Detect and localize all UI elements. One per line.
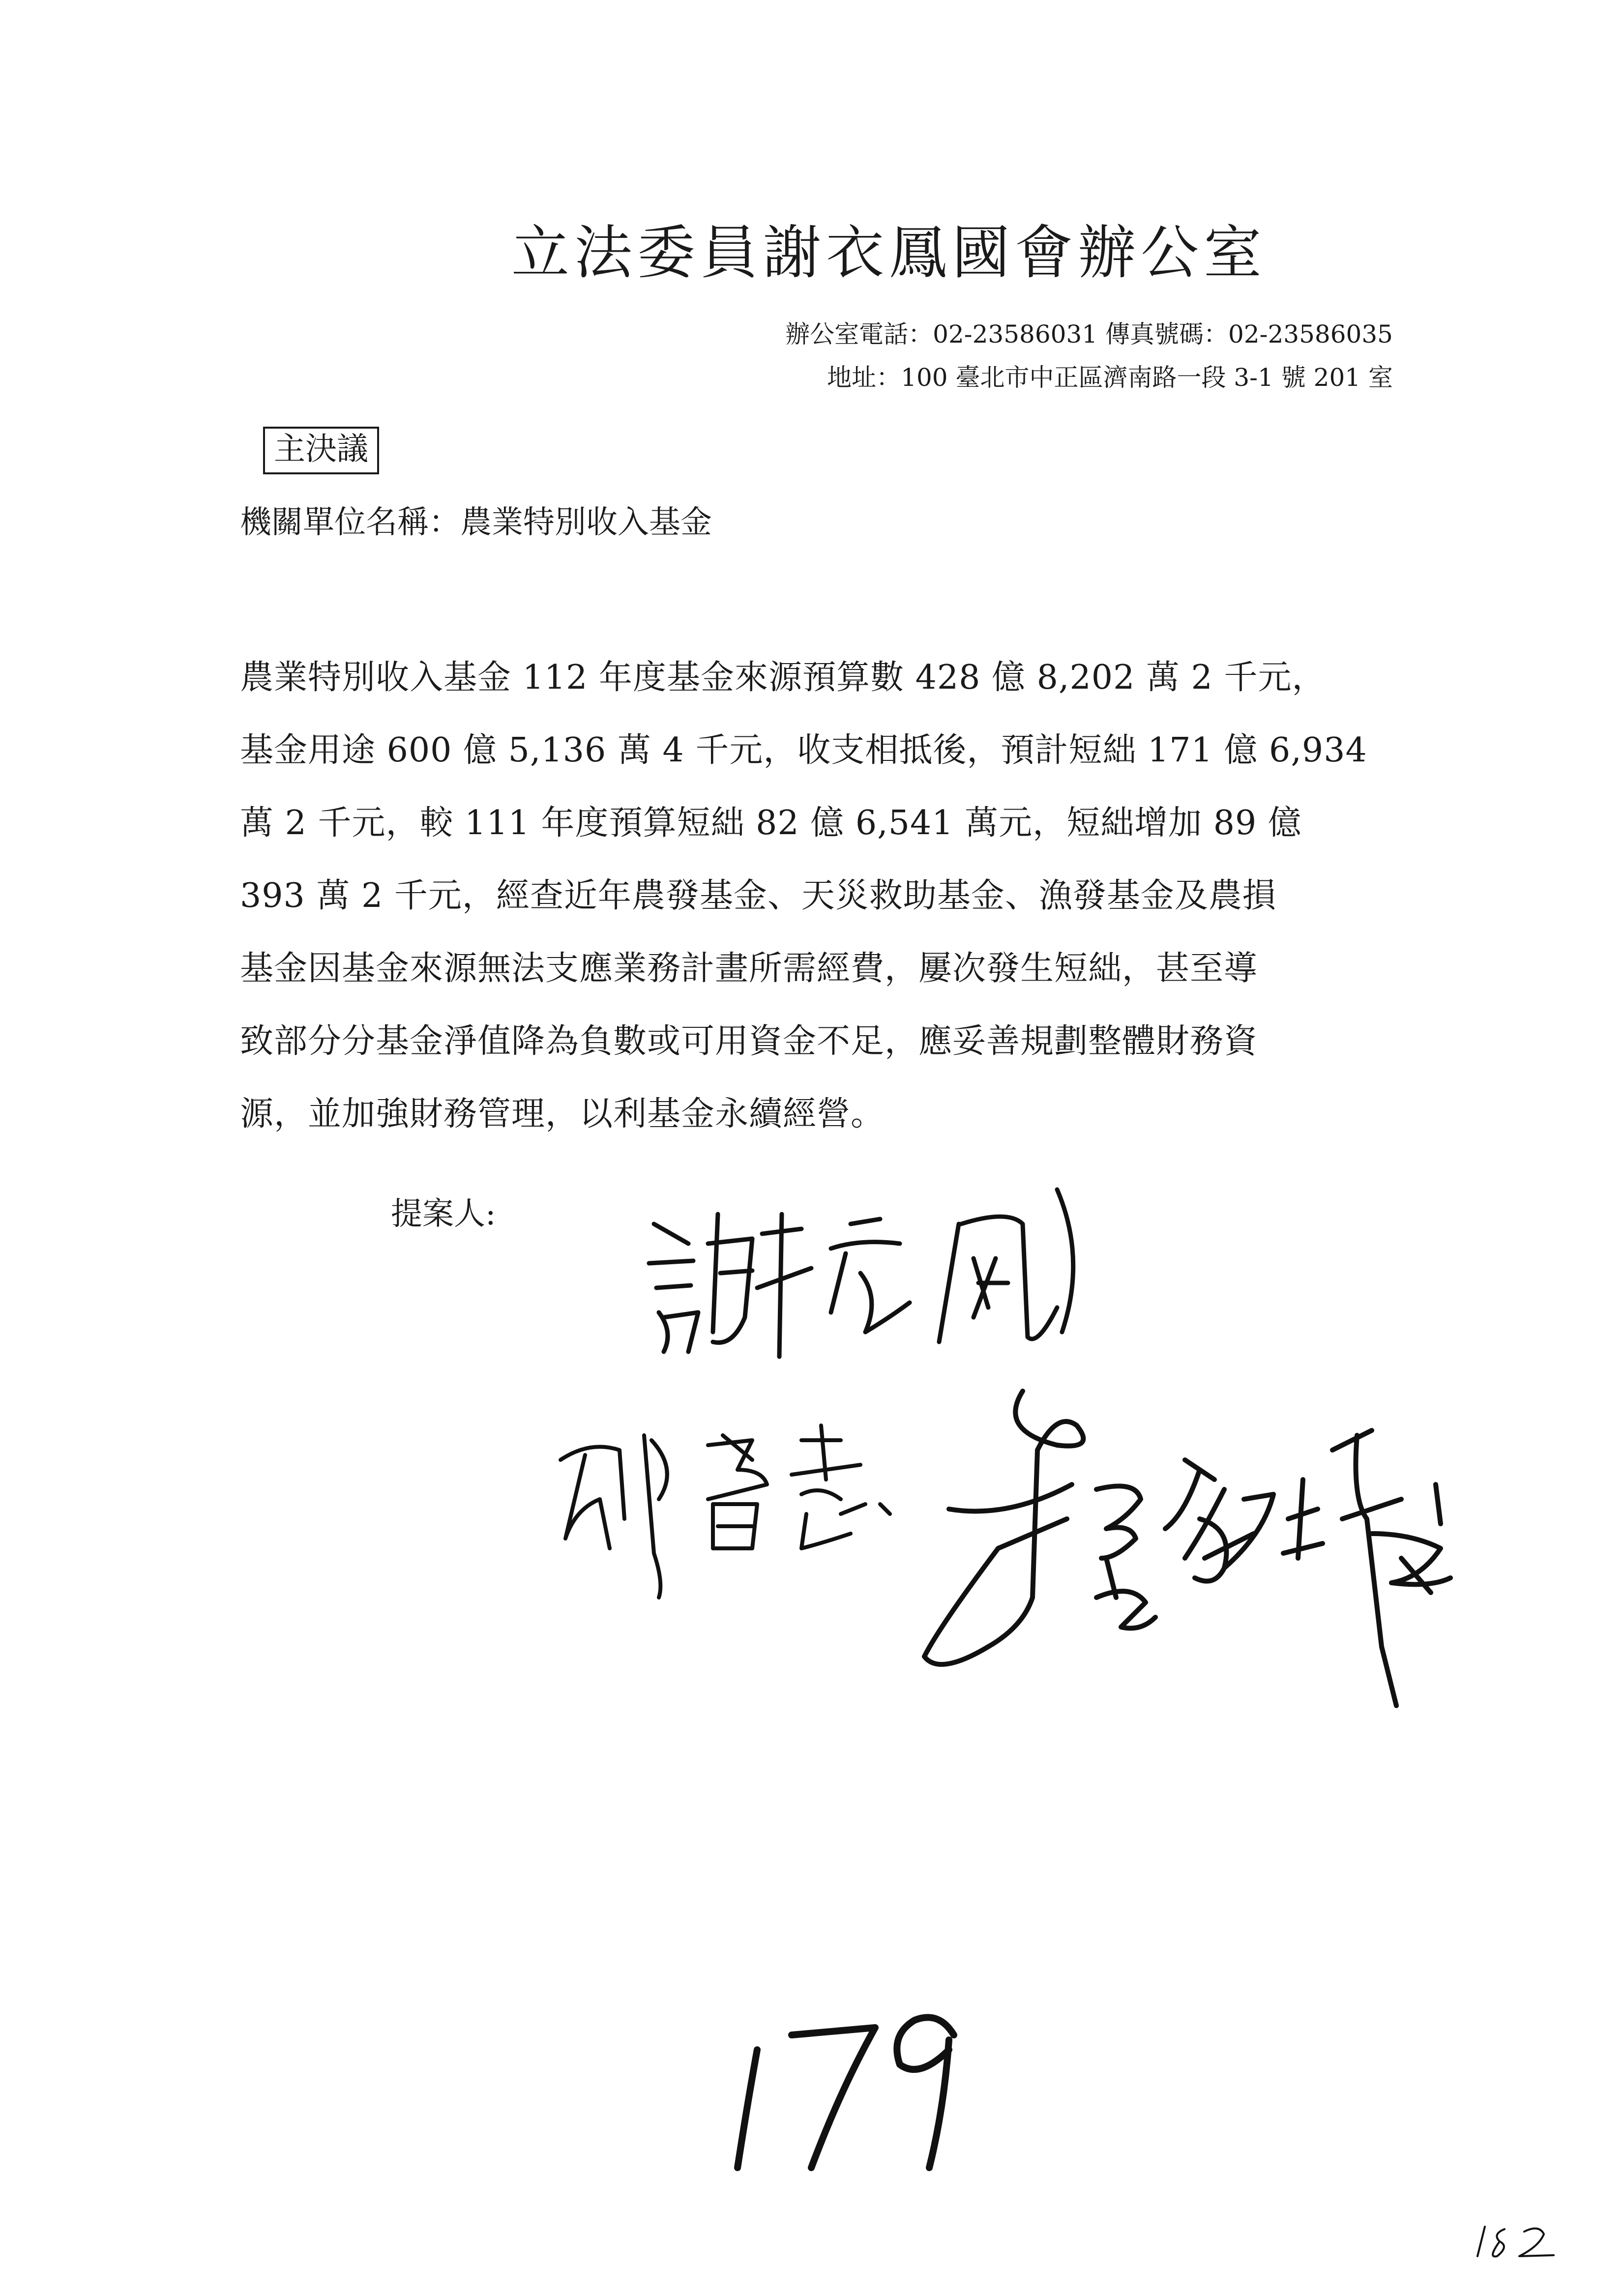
signature-2 — [546, 1386, 919, 1612]
corner-page-number-182 — [1470, 2212, 1568, 2271]
motion-body-line: 基金用途 600 億 5,136 萬 4 千元，收支相抵後，預計短絀 171 億 6,934 — [240, 731, 1367, 770]
office-address: 地址：100 臺北市中正區濟南路一段 3-1 號 201 室 — [827, 363, 1393, 392]
office-title: 立法委員謝衣鳳國會辦公室 — [511, 219, 1267, 287]
handwritten-page-number-179 — [718, 1981, 974, 2187]
office-phone-fax: 辦公室電話：02-23586031 傳真號碼：02-23586035 — [785, 320, 1393, 349]
motion-body — [240, 641, 1386, 1151]
motion-body-line: 萬 2 千元，較 111 年度預算短絀 82 億 6,541 萬元，短絀增加 89 億 — [240, 804, 1302, 843]
motion-body-line: 393 萬 2 千元，經查近年農發基金、天災救助基金、漁發基金及農損 — [240, 876, 1276, 915]
motion-body-line: 基金因基金來源無法支應業務計畫所需經費，屢次發生短絀，甚至導 — [240, 949, 1258, 988]
agency-line — [240, 504, 712, 542]
proposer-label: 提案人: — [391, 1196, 496, 1232]
motion-type-box: 主決議 — [263, 427, 379, 474]
motion-body-line: 源，並加強財務管理，以利基金永續經營。 — [240, 1095, 885, 1133]
agency-name: 農業特別收入基金 — [460, 504, 712, 541]
motion-body-line: 農業特別收入基金 112 年度基金來源預算數 428 億 8,202 萬 2 千元， — [240, 658, 1326, 697]
signature-3 — [910, 1371, 1490, 1725]
agency-label: 機關單位名稱： — [240, 504, 460, 541]
signature-1 — [634, 1170, 1106, 1366]
motion-body-line: 致部分分基金淨值降為負數或可用資金不足，應妥善規劃整體財務資 — [240, 1022, 1258, 1061]
